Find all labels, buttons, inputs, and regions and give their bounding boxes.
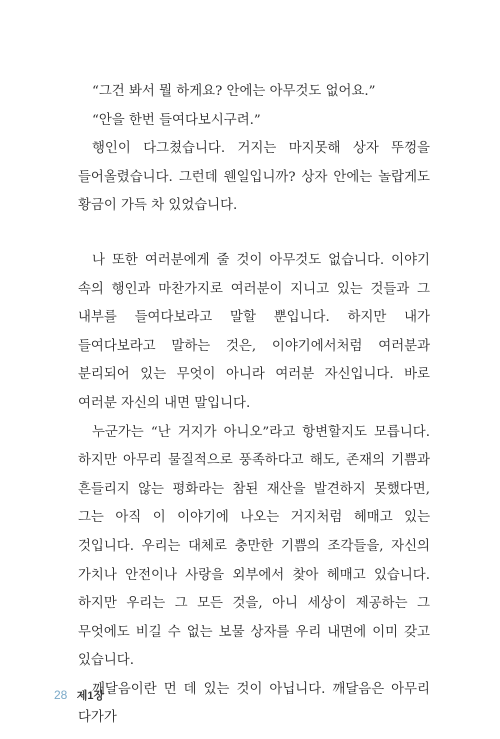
paragraph-argument: 누군가는 “난 거지가 아니오”라고 항변할지도 모릅니다. 하지만 아무리 물질적으로 풍족하다고 해도, 존재의 기쁨과 흔들리지 않는 평화라는 참된 재산을 발견하지 못했다면, 그는 아직 이 이야기에 나오는 거지처럼 헤매고 있는 것입니다. 우리는 대체로 충만한 기쁨의 조각들을, 자신의 가치나 안전이나 사랑을 외부에서 찾아 헤매고 있습니다. 하지만 우리는 그 모든 것을, 아니 세상이 제공하는 그 무엇에도 비길 수 없는 보물 상자를 우리 내면에 이미 갖고 있습니다. (78, 424, 430, 669)
page-footer (54, 687, 104, 703)
page-number: 28 (54, 688, 68, 702)
paragraph-narration: 행인이 다그쳤습니다. 거지는 마지못해 상자 뚜껑을 들어올렸습니다. 그런데 웬일입니까? 상자 안에는 놀랍게도 황금이 가득 차 있었습니다. (78, 141, 430, 214)
body-text (78, 78, 430, 733)
chapter-label: 제1장 (76, 690, 105, 702)
paragraph-dialogue-2: “안을 한번 들여다보시구려.” (92, 112, 261, 128)
paragraph-dialogue-1: “그건 봐서 뭘 하게요? 안에는 아무것도 없어요.” (92, 84, 376, 99)
paragraph-reflection: 나 또한 여러분에게 줄 것이 아무것도 없습니다. 이야기 속의 행인과 마찬가지로 여러분이 지니고 있는 것들과 그 내부를 들여다보라고 말할 뿐입니다. 하지만 내가 들여다보라고 말하는 것은, 이야기에서처럼 여러분과 분리되어 있는 무엇이 아니라 여러분 자신입니다. 바로 여러분 자신의 내면 말입니다. (78, 252, 430, 411)
paragraph-continuation: 깨달음이란 먼 데 있는 것이 아닙니다. 깨달음은 아무리 다가가 (78, 681, 430, 726)
